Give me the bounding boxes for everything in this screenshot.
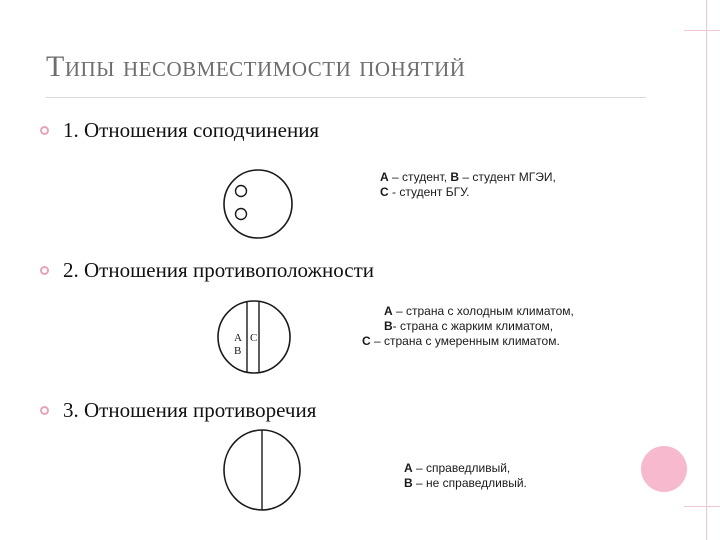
slide-title: Типы несовместимости понятий (46, 50, 466, 83)
region-label-a: А (234, 332, 242, 344)
bullet-icon (40, 406, 49, 415)
subordination-diagram (218, 166, 298, 242)
bullet-icon (40, 126, 49, 135)
list-item-label: 3. Отношения противоречия (63, 398, 317, 422)
title-divider (46, 97, 646, 98)
definition-note-1 (380, 170, 556, 200)
region-label-b: В (234, 345, 242, 357)
list-item-subordination (40, 118, 319, 143)
note-line: A – страна с холодным климатом, (384, 304, 574, 318)
note-line: А – справедливый, (404, 461, 511, 475)
outer-circle-a (224, 170, 292, 238)
note-line: C - студент БГУ. (380, 185, 470, 199)
region-label-c: С (250, 332, 258, 344)
note-line: A – студент, B – студент МГЭИ, (380, 170, 556, 184)
note-line: В – не справедливый. (404, 476, 527, 490)
inner-circle-c (236, 209, 247, 220)
decorative-frame-line (684, 30, 720, 31)
inner-circle-b (236, 186, 247, 197)
list-item-label: 2. Отношения противоположности (63, 258, 375, 282)
definition-note-3 (404, 461, 527, 491)
decorative-frame-line (706, 0, 707, 540)
note-line: C – страна с умеренным климатом. (362, 334, 560, 348)
note-line: B- страна с жарким климатом, (384, 319, 554, 333)
decorative-frame-line (684, 506, 720, 507)
definition-note-2 (362, 304, 574, 349)
list-item-contradiction (40, 398, 316, 423)
list-item-label: 1. Отношения соподчинения (63, 118, 320, 142)
bullet-icon (40, 266, 49, 275)
list-item-opposition (40, 258, 374, 283)
opposition-diagram (214, 298, 294, 378)
contradiction-diagram (220, 426, 304, 514)
decorative-pink-circle (641, 446, 687, 492)
